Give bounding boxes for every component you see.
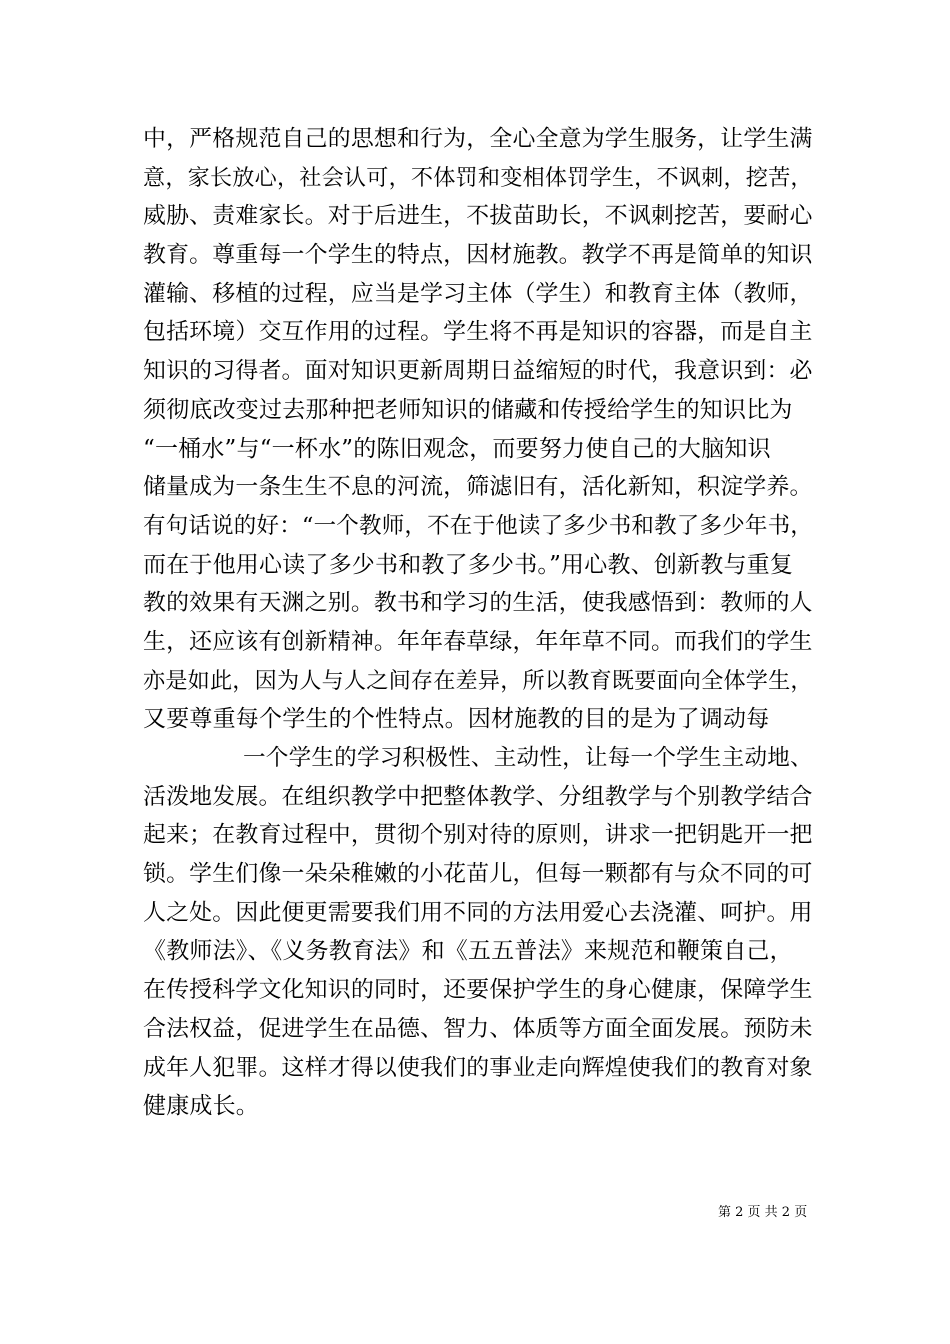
- text-line: 活泼地发展。在组织教学中把整体教学、分组教学与个别教学结合: [143, 783, 813, 810]
- text-line: “一桶水”与“一杯水”的陈旧观念，而要努力使自己的大脑知识: [143, 435, 771, 462]
- text-line: 起来；在教育过程中，贯彻个别对待的原则，讲求一把钥匙开一把: [143, 822, 813, 849]
- text-line: 一个学生的学习积极性、主动性，让每一个学生主动地、: [243, 745, 813, 771]
- text-line: 合法权益，促进学生在品德、智力、体质等方面全面发展。预防未: [143, 1015, 813, 1042]
- text-line: 教的效果有天渊之别。教书和学习的生活，使我感悟到：教师的人: [143, 590, 813, 617]
- document-body: [143, 120, 813, 1126]
- text-line: 锁。学生们像一朵朵稚嫩的小花苗儿，但每一颗都有与众不同的可: [143, 861, 813, 888]
- text-line: 而在于他用心读了多少书和教了多少书。”用心教、创新教与重复: [143, 551, 794, 578]
- text-line: 包括环境）交互作用的过程。学生将不再是知识的容器，而是自主: [143, 319, 813, 346]
- text-line: 亦是如此，因为人与人之间存在差异，所以教育既要面向全体学生，: [143, 667, 813, 694]
- text-line: 须彻底改变过去那种把老师知识的储藏和传授给学生的知识比为: [143, 396, 793, 423]
- text-line: 健康成长。: [143, 1093, 259, 1120]
- text-line: 教育。尊重每一个学生的特点，因材施教。教学不再是简单的知识: [143, 242, 813, 269]
- text-line: 威胁、责难家长。对于后进生，不拔苗助长，不讽刺挖苦，要耐心: [143, 203, 813, 230]
- text-line: 储量成为一条生生不息的河流，筛滤旧有，活化新知，积淀学养。: [143, 474, 813, 501]
- text-line: 知识的习得者。面对知识更新周期日益缩短的时代，我意识到：必: [143, 358, 813, 385]
- text-line: 又要尊重每个学生的个性特点。因材施教的目的是为了调动每: [143, 706, 770, 733]
- text-line: 成年人犯罪。这样才得以使我们的事业走向辉煌使我们的教育对象: [143, 1054, 813, 1081]
- page-number-footer: 第 2 页 共 2 页: [718, 1205, 808, 1220]
- text-line: 人之处。因此便更需要我们用不同的方法用爱心去浇灌、呵护。用: [143, 899, 813, 926]
- text-line: 灌输、移植的过程，应当是学习主体（学生）和教育主体（教师，: [143, 280, 813, 307]
- text-line: 意，家长放心，社会认可，不体罚和变相体罚学生，不讽刺，挖苦，: [143, 164, 813, 191]
- text-line: 生，还应该有创新精神。年年春草绿，年年草不同。而我们的学生: [143, 628, 813, 655]
- text-line: 在传授科学文化知识的同时，还要保护学生的身心健康，保障学生: [143, 977, 813, 1004]
- text-line: 中，严格规范自己的思想和行为，全心全意为学生服务，让学生满: [143, 126, 813, 152]
- text-line: 《教师法》、《义务教育法》和《五五普法》来规范和鞭策自己，: [143, 938, 793, 965]
- text-line: 有句话说的好：“一个教师，不在于他读了多少书和教了多少年书，: [143, 512, 814, 539]
